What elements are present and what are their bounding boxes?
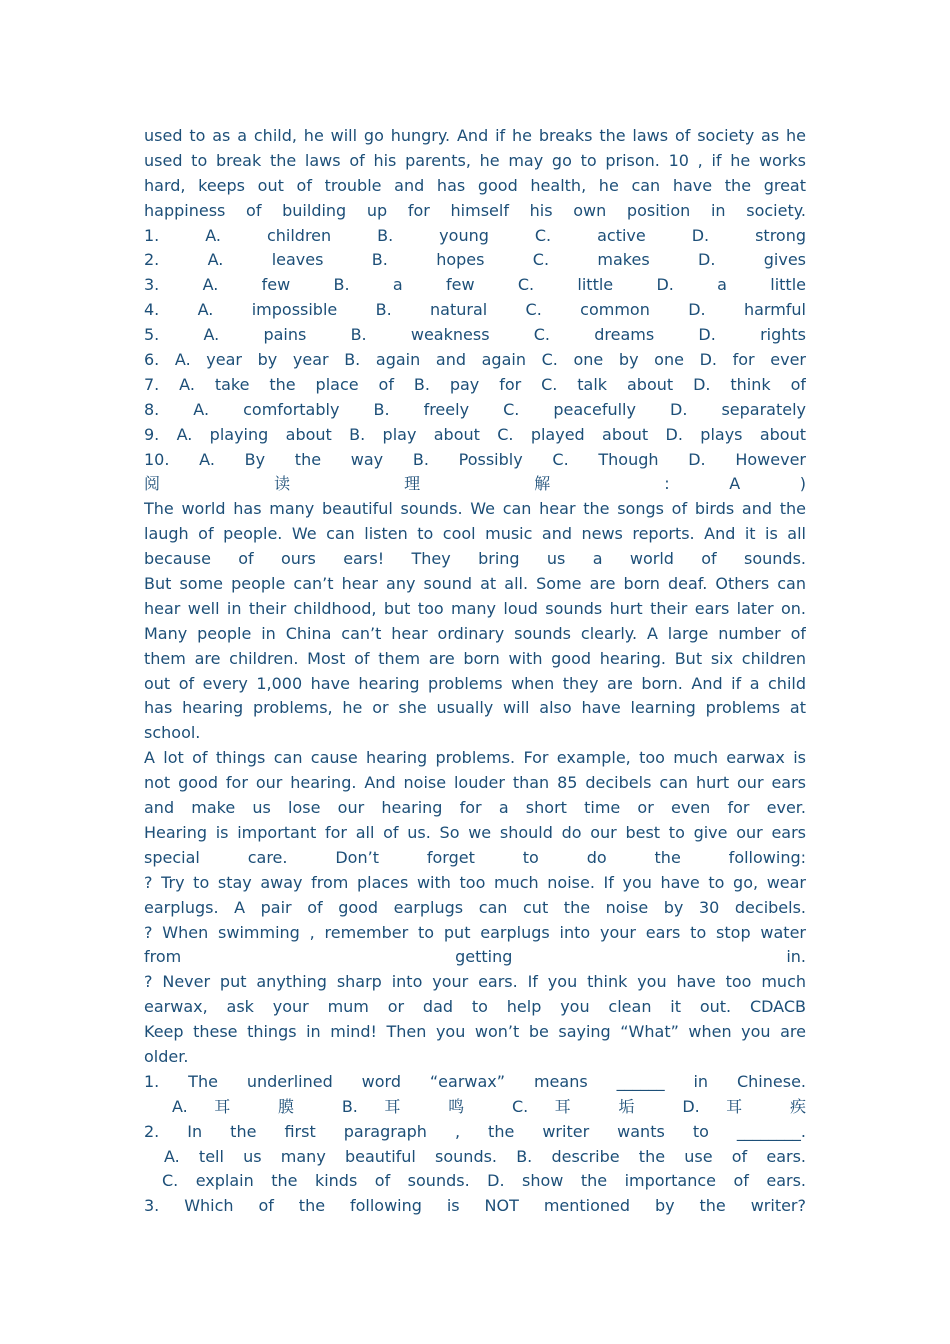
text-line: out of every 1,000 have hearing problems when they are born. And if a child <box>144 673 806 693</box>
text-line: older. <box>144 1046 189 1066</box>
option-line: 4. A. impossible B. natural C. common D. harmful <box>144 300 806 320</box>
option-line: 9. A. playing about B. play about C. played about D. plays about <box>144 424 806 444</box>
question-options: C. explain the kinds of sounds. D. show the importance of ears. <box>162 1171 806 1191</box>
option-line: 6. A. year by year B. again and again C. one by one D. for ever <box>144 350 806 370</box>
passage-end <box>144 124 806 224</box>
question-options: A. 耳 膜 B. 耳 鸣 C. 耳 垢 D. 耳 疾 <box>172 1096 806 1116</box>
text-line: ? When swimming , remember to put earplugs into your ears to stop water <box>144 922 806 942</box>
text-line: and make us lose our hearing for a short time or even for ever. <box>144 798 806 818</box>
text-line: special care. Don’t forget to do the following: <box>144 847 806 867</box>
text-line: because of ours ears! They bring us a world of sounds. <box>144 549 806 569</box>
text-line: Many people in China can’t hear ordinary sounds clearly. A large number of <box>144 623 806 643</box>
option-line: 5. A. pains B. weakness C. dreams D. rights <box>144 325 806 345</box>
option-line: 3. A. few B. a few C. little D. a little <box>144 275 806 295</box>
text-line: hard, keeps out of trouble and has good health, he can have the great <box>144 175 806 195</box>
question-line: 1. The underlined word “earwax” means ______ in Chinese. <box>144 1071 806 1091</box>
text-line: laugh of people. We can listen to cool music and news reports. And it is all <box>144 524 806 544</box>
text-line: not good for our hearing. And noise louder than 85 decibels can hurt our ears <box>144 773 806 793</box>
question-options: A. tell us many beautiful sounds. B. describe the use of ears. <box>164 1146 806 1166</box>
text-line: But some people can’t hear any sound at all. Some are born deaf. Others can <box>144 574 806 594</box>
questions <box>144 1070 806 1219</box>
text-line: happiness of building up for himself his own position in society. <box>144 200 806 220</box>
cloze-options <box>144 224 806 473</box>
text-line: ? Never put anything sharp into your ears. If you think you have too much <box>144 972 806 992</box>
text-line: Hearing is important for all of us. So we should do our best to give our ears <box>144 822 806 842</box>
text-line: ? Try to stay away from places with too much noise. If you have to go, wear <box>144 872 806 892</box>
document-page <box>144 124 806 1219</box>
text-line: has hearing problems, he or she usually will also have learning problems at <box>144 698 806 718</box>
text-line: used to break the laws of his parents, he may go to prison. 10 , if he works <box>144 150 806 170</box>
text-line: A lot of things can cause hearing problems. For example, too much earwax is <box>144 748 806 768</box>
option-line: 10. A. By the way B. Possibly C. Though D. However <box>144 449 806 469</box>
reading-heading: 阅 读 理 解 : A ) <box>144 474 806 494</box>
option-line: 1. A. children B. young C. active D. strong <box>144 225 806 245</box>
option-line: 7. A. take the place of B. pay for C. talk about D. think of <box>144 374 806 394</box>
question-line: 3. Which of the following is NOT mentioned by the writer? <box>144 1196 806 1216</box>
text-line: used to as a child, he will go hungry. And if he breaks the laws of society as he <box>144 126 806 145</box>
text-line: them are children. Most of them are born with good hearing. But six children <box>144 648 806 668</box>
option-line: 8. A. comfortably B. freely C. peacefully D. separately <box>144 399 806 419</box>
text-line: The world has many beautiful sounds. We can hear the songs of birds and the <box>144 499 806 519</box>
question-line: 2. In the first paragraph , the writer wants to ________. <box>144 1121 806 1141</box>
reading-passage <box>144 497 806 1069</box>
text-line: earplugs. A pair of good earplugs can cut the noise by 30 decibels. <box>144 897 806 917</box>
text-line: from getting in. <box>144 947 806 967</box>
text-line: earwax, ask your mum or dad to help you clean it out. CDACB <box>144 997 806 1017</box>
text-line: Keep these things in mind! Then you won’t be saying “What” when you are <box>144 1022 806 1042</box>
text-line: hear well in their childhood, but too many loud sounds hurt their ears later on. <box>144 598 806 618</box>
text-line: school. <box>144 723 201 743</box>
option-line: 2. A. leaves B. hopes C. makes D. gives <box>144 250 806 270</box>
